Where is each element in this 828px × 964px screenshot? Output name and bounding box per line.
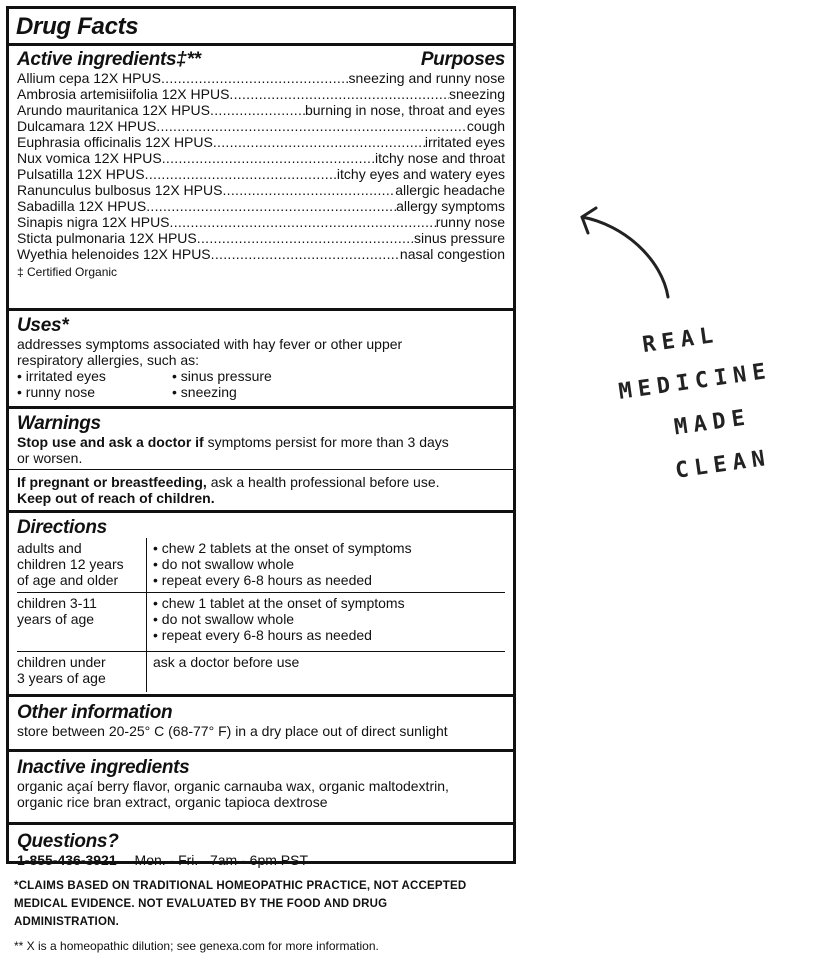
age-group-line: 3 years of age [17, 670, 106, 686]
dosage-instructions [147, 538, 506, 593]
stop-use-line2: or worsen. [17, 450, 83, 466]
dot-leader [211, 246, 400, 262]
ingredient-name: Ranunculus bulbosus 12X HPUS [17, 182, 223, 198]
dosage-instructions [147, 593, 506, 652]
age-group-line: children under [17, 654, 106, 670]
claims-disclaimer [14, 877, 504, 931]
ingredient-name: Pulsatilla 12X HPUS [17, 166, 145, 182]
uses-text-line2: respiratory allergies, such as: [17, 352, 200, 368]
questions-section [9, 825, 513, 868]
active-ingredient-row [17, 102, 505, 118]
uses-bullet: • runny nose [17, 384, 96, 400]
other-information-heading: Other information [17, 702, 173, 723]
pregnancy-bold: If pregnant or breastfeeding, [17, 474, 207, 490]
ingredient-purpose: itchy eyes and watery eyes [336, 166, 505, 182]
ingredient-purpose: itchy nose and throat [375, 150, 505, 166]
dot-leader [210, 102, 305, 118]
inactive-ingredients-heading: Inactive ingredients [17, 757, 190, 778]
dot-leader [170, 214, 436, 230]
age-group [17, 652, 147, 693]
pregnancy-text: ask a health professional before use. [206, 474, 440, 490]
dot-leader [145, 166, 337, 182]
warnings-pregnancy-block [9, 470, 513, 510]
directions-heading: Directions [17, 517, 107, 538]
dosage-step: • repeat every 6-8 hours as needed [153, 572, 372, 588]
warnings-heading: Warnings [17, 413, 101, 434]
stop-use-bold: Stop use and ask a doctor if [17, 434, 204, 450]
storage-text: store between 20-25° C (68-77° F) in a dry place out of direct sunlight [17, 723, 448, 739]
uses-bullet: • irritated eyes [17, 368, 106, 384]
uses-bullets-row2 [17, 384, 505, 400]
ingredient-name: Ambrosia artemisiifolia 12X HPUS [17, 86, 230, 102]
warnings-section [9, 409, 513, 513]
uses-section [9, 311, 513, 409]
uses-bullet: • sinus pressure [172, 368, 272, 384]
certified-organic-note: ‡ Certified Organic [17, 265, 118, 279]
dot-leader [161, 70, 349, 86]
dilution-note: ** X is a homeopathic dilution; see genexa.com for more information. [14, 939, 379, 953]
ingredient-purpose: runny nose [435, 214, 505, 230]
age-group [17, 593, 147, 652]
panel-title: Drug Facts [9, 9, 513, 46]
dosage-step: • chew 2 tablets at the onset of symptoms [153, 540, 412, 556]
pregnancy-line [17, 474, 505, 490]
keep-out-line: Keep out of reach of children. [17, 490, 215, 506]
ingredient-name: Wyethia helenoides 12X HPUS [17, 246, 211, 262]
active-ingredient-row [17, 198, 505, 214]
dosage-instructions [147, 652, 506, 693]
active-ingredient-row [17, 230, 505, 246]
dosage-step: • chew 1 tablet at the onset of symptoms [153, 595, 405, 611]
inactive-line2: organic rice bran extract, organic tapioca dextrose [17, 794, 328, 810]
active-ingredient-row [17, 134, 505, 150]
slogan-line: MADE [672, 405, 753, 441]
active-ingredient-row [17, 70, 505, 86]
inactive-ingredients-section [9, 752, 513, 825]
active-ingredient-row [17, 86, 505, 102]
slogan-line: MEDICINE [617, 358, 774, 405]
dot-leader [197, 230, 414, 246]
dot-leader [156, 118, 467, 134]
curved-arrow-icon [570, 205, 680, 305]
ingredient-purpose: nasal congestion [399, 246, 505, 262]
age-group-line: children 3-11 [17, 595, 97, 611]
slogan [600, 298, 828, 500]
ingredient-purpose: burning in nose, throat and eyes [304, 102, 505, 118]
uses-bullets-row1 [17, 368, 505, 384]
directions-section [9, 513, 513, 697]
directions-row [17, 593, 505, 652]
directions-row [17, 652, 505, 693]
dot-leader [146, 198, 396, 214]
questions-heading: Questions? [17, 831, 119, 852]
ingredient-purpose: sneezing and runny nose [348, 70, 505, 86]
directions-table [17, 538, 505, 692]
ingredient-name: Nux vomica 12X HPUS [17, 150, 162, 166]
age-group-line: children 12 years [17, 556, 124, 572]
claims-line3: ADMINISTRATION. [14, 916, 120, 928]
ingredient-name: Sinapis nigra 12X HPUS [17, 214, 170, 230]
other-information-section [9, 697, 513, 752]
ingredient-purpose: sinus pressure [413, 230, 505, 246]
drug-facts-panel [6, 6, 516, 868]
dosage-step: • do not swallow whole [153, 611, 295, 627]
ingredient-name: Sabadilla 12X HPUS [17, 198, 147, 214]
ingredient-purpose: allergic headache [395, 182, 505, 198]
dot-leader [213, 134, 425, 150]
warnings-stop-block [9, 409, 513, 470]
dosage-step: • do not swallow whole [153, 556, 295, 572]
dot-leader [222, 182, 395, 198]
active-header-row [17, 49, 505, 70]
ingredient-name: Sticta pulmonaria 12X HPUS [17, 230, 197, 246]
active-ingredient-row [17, 246, 505, 262]
ingredient-name: Allium cepa 12X HPUS [17, 70, 161, 86]
ingredient-purpose: sneezing [448, 86, 505, 102]
ingredient-name: Euphrasia officinalis 12X HPUS [17, 134, 213, 150]
slogan-line: REAL [640, 322, 721, 359]
uses-bullet: • sneezing [172, 384, 237, 400]
ingredient-name: Arundo mauritanica 12X HPUS [17, 102, 210, 118]
claims-line2: MEDICAL EVIDENCE. NOT EVALUATED BY THE FOOD AND DRUG [14, 898, 388, 910]
active-ingredient-row [17, 166, 505, 182]
age-group [17, 538, 147, 593]
stop-use-text: symptoms persist for more than 3 days [203, 434, 449, 450]
claims-line1: *CLAIMS BASED ON TRADITIONAL HOMEOPATHIC PRACTICE, NOT ACCEPTED [14, 880, 467, 892]
hours: Mon. - Fri. 7am - 6pm PST [134, 852, 309, 868]
dosage-step: • repeat every 6-8 hours as needed [153, 627, 372, 643]
uses-heading: Uses* [17, 315, 69, 336]
dot-leader [229, 86, 449, 102]
purposes-heading: Purposes [420, 49, 505, 70]
ingredient-purpose: irritated eyes [424, 134, 505, 150]
age-group-line: years of age [17, 611, 95, 627]
active-ingredients-list [17, 70, 505, 262]
dot-leader [162, 150, 375, 166]
active-ingredients-section [9, 46, 513, 311]
directions-row [17, 538, 505, 593]
active-ingredient-row [17, 118, 505, 134]
stop-use-line [17, 434, 505, 450]
inactive-line1: organic açaí berry flavor, organic carnauba wax, organic maltodextrin, [17, 778, 449, 794]
age-group-line: of age and older [17, 572, 119, 588]
dosage-step: ask a doctor before use [153, 654, 300, 670]
phone-number: 1-855-436-3921 [17, 852, 117, 868]
age-group-line: adults and [17, 540, 82, 556]
active-ingredient-row [17, 150, 505, 166]
slogan-line: CLEAN [673, 445, 773, 484]
active-ingredient-row [17, 182, 505, 198]
active-ingredient-row [17, 214, 505, 230]
ingredient-purpose: cough [466, 118, 505, 134]
uses-text-line1: addresses symptoms associated with hay fever or other upper [17, 336, 403, 352]
active-ingredients-heading: Active ingredients‡** [17, 49, 201, 70]
ingredient-name: Dulcamara 12X HPUS [17, 118, 157, 134]
questions-contact-line [17, 852, 505, 868]
ingredient-purpose: allergy symptoms [396, 198, 505, 214]
